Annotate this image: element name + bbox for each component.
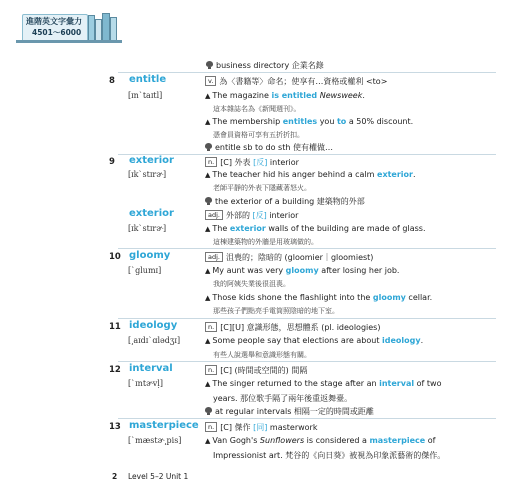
divider bbox=[118, 318, 496, 319]
headword: ideology bbox=[129, 320, 178, 331]
example-sentence: ▲ The magazine is entitled Newsweek. bbox=[205, 91, 365, 100]
divider bbox=[118, 72, 496, 73]
headword: interval bbox=[129, 363, 173, 374]
pos-tag: n. bbox=[205, 365, 217, 375]
badge-range: 4501～6000 bbox=[32, 28, 82, 37]
entry-number: 12 bbox=[109, 365, 121, 375]
triangle-icon: ▲ bbox=[205, 225, 211, 233]
definition: n. [C] 傑作 [同] masterwork bbox=[205, 422, 317, 433]
definition: adj. 沮喪的；陰暗的 (gloomier｜gloomiest) bbox=[205, 252, 373, 263]
example-translation: 老師平靜的外表下隱藏著怒火。 bbox=[213, 184, 311, 192]
divider bbox=[118, 248, 496, 249]
entry-number: 13 bbox=[109, 422, 121, 432]
example-continuation: Impressionist art. 梵谷的《向日葵》被視為印象派藝術的傑作。 bbox=[213, 451, 446, 460]
triangle-icon: ▲ bbox=[205, 267, 211, 275]
pos-tag: adj. bbox=[205, 210, 223, 220]
pos-tag: adj. bbox=[205, 252, 223, 262]
pos-tag: n. bbox=[205, 322, 217, 332]
triangle-icon: ▲ bbox=[205, 118, 211, 126]
example-translation: 有些人說選舉和意識形態有關。 bbox=[213, 351, 311, 359]
triangle-icon: ▲ bbox=[205, 337, 211, 345]
badge-title: 進階英文字彙力 bbox=[26, 17, 82, 26]
books-icon bbox=[88, 14, 118, 41]
headword: exterior bbox=[129, 208, 174, 219]
pronunciation: [ɪkˋstɪrɚ] bbox=[128, 170, 167, 179]
pronunciation: [ɪnˋtaɪtl] bbox=[128, 91, 163, 100]
divider bbox=[118, 361, 496, 362]
definition: n. [C] 外表 [反] interior bbox=[205, 157, 299, 168]
example-sentence: ▲ Those kids shone the flashlight into the gloomy cellar. bbox=[205, 293, 433, 302]
example-sentence: ▲ The exterior walls of the building are made of glass. bbox=[205, 224, 426, 233]
lightbulb-icon bbox=[205, 197, 212, 205]
headword: masterpiece bbox=[129, 420, 199, 431]
level-unit: Level 5–2 Unit 1 bbox=[128, 472, 189, 481]
lightbulb-icon bbox=[205, 143, 212, 151]
example-translation: 這本雜誌名為《新聞週刊》。 bbox=[213, 105, 301, 113]
pos-tag: n. bbox=[205, 157, 217, 167]
triangle-icon: ▲ bbox=[205, 294, 211, 302]
triangle-icon: ▲ bbox=[205, 437, 211, 445]
triangle-icon: ▲ bbox=[205, 380, 211, 388]
example-sentence: ▲ My aunt was very gloomy after losing her job. bbox=[205, 266, 400, 275]
lightbulb-icon bbox=[205, 407, 212, 415]
shelf-line bbox=[16, 40, 122, 43]
example-sentence: ▲ The membership entitles you to a 50% discount. bbox=[205, 117, 414, 126]
example-sentence: ▲ Some people say that elections are about ideology. bbox=[205, 336, 424, 345]
definition: n. [C] (時間或空間的) 間隔 bbox=[205, 365, 307, 376]
pos-tag: v. bbox=[205, 76, 216, 86]
pronunciation: [ˋmæstɚ͵pis] bbox=[128, 436, 182, 445]
definition: v. 為〈書籍等〉命名；使享有…資格或權利 <to> bbox=[205, 76, 387, 87]
divider bbox=[118, 154, 496, 155]
entry-number: 11 bbox=[109, 322, 121, 332]
definition: n. [C][U] 意識形態，思想體系 (pl. ideologies) bbox=[205, 322, 380, 333]
triangle-icon: ▲ bbox=[205, 92, 211, 100]
example-sentence: ▲ Van Gogh's Sunflowers is considered a masterpiece of bbox=[205, 436, 436, 445]
usage-note: at regular intervals 相隔一定的時間或距離 bbox=[205, 406, 374, 417]
page-number: 2 bbox=[112, 472, 118, 481]
pronunciation: [ˋɪntɚvḷ] bbox=[128, 379, 163, 388]
pronunciation: [ɪkˋstɪrɚ] bbox=[128, 224, 167, 233]
pronunciation: [͵aɪdɪˋɑlədʒɪ] bbox=[128, 336, 181, 345]
header-badge bbox=[8, 8, 120, 44]
example-continuation: years. 那位歌手隔了兩年後重返舞臺。 bbox=[213, 394, 353, 403]
headword: entitle bbox=[129, 74, 167, 85]
example-translation: 這棟建築物的外牆是用玻璃做的。 bbox=[213, 238, 318, 246]
definition: adj. 外部的 [反] interior bbox=[205, 210, 298, 221]
divider bbox=[118, 418, 496, 419]
headword: exterior bbox=[129, 155, 174, 166]
example-sentence: ▲ The singer returned to the stage after an interval of two bbox=[205, 379, 442, 388]
top-note: business directory 企業名錄 bbox=[206, 60, 324, 71]
usage-note: entitle sb to do sth 使有權做… bbox=[205, 142, 333, 153]
triangle-icon: ▲ bbox=[205, 171, 211, 179]
example-translation: 憑會員資格可享有五折折扣。 bbox=[213, 131, 304, 139]
entry-number: 10 bbox=[109, 252, 121, 262]
entry-number: 8 bbox=[109, 76, 115, 86]
entry-number: 9 bbox=[109, 157, 115, 167]
pos-tag: n. bbox=[205, 422, 217, 432]
usage-note: the exterior of a building 建築物的外部 bbox=[205, 196, 365, 207]
pronunciation: [ˋglumɪ] bbox=[128, 266, 162, 275]
example-translation: 那些孩子們點亮手電筒照陰暗的地下室。 bbox=[213, 307, 339, 315]
example-translation: 我的阿姨失業後很沮喪。 bbox=[213, 280, 290, 288]
headword: gloomy bbox=[129, 250, 171, 261]
lightbulb-icon bbox=[206, 61, 213, 69]
example-sentence: ▲ The teacher hid his anger behind a calm exterior. bbox=[205, 170, 416, 179]
